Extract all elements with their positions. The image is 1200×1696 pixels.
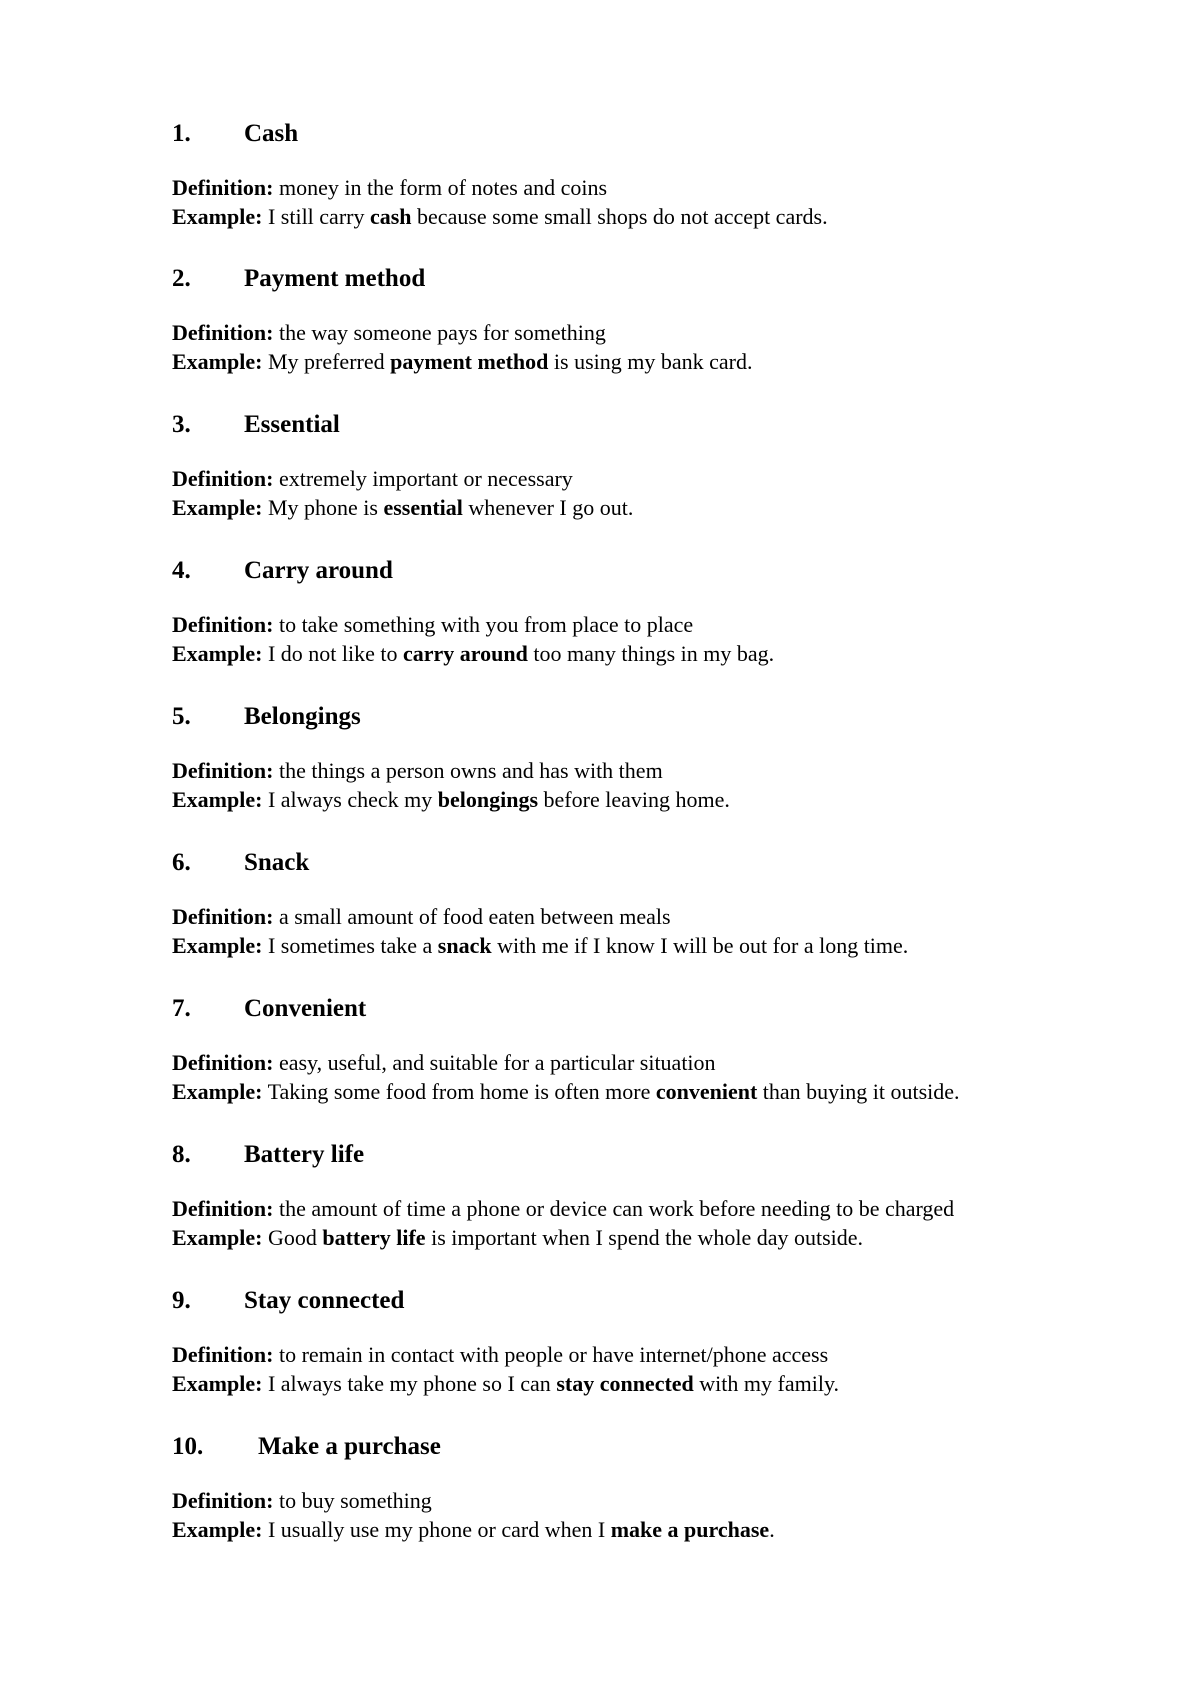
example-text-before: I always take my phone so I can <box>267 1371 557 1396</box>
example-text-after: with my family. <box>693 1371 840 1396</box>
definition-label: Definition: <box>172 175 274 200</box>
example-text-after: whenever I go out. <box>462 495 634 520</box>
example-text-after: . <box>769 1517 775 1542</box>
example-label: Example: <box>172 641 263 666</box>
example-label: Example: <box>172 1371 263 1396</box>
definition-line <box>172 1486 1132 1515</box>
definition-text: to buy something <box>278 1488 432 1513</box>
example-text-before: I always check my <box>267 787 438 812</box>
example-text-after: before leaving home. <box>538 787 730 812</box>
term-number: 10. <box>172 1433 204 1460</box>
vocab-entry-4 <box>172 554 1132 668</box>
example-line <box>172 493 1132 522</box>
example-label: Example: <box>172 349 263 374</box>
vocab-entry-2 <box>172 262 1132 376</box>
term-number: 2. <box>172 265 191 292</box>
definition-text: the amount of time a phone or device can work before needing to be charged <box>278 1196 955 1221</box>
term-word: Essential <box>244 411 340 438</box>
term-number: 9. <box>172 1287 191 1314</box>
vocab-entry-8 <box>172 1138 1132 1252</box>
example-keyword: belongings <box>437 787 539 812</box>
definition-text: a small amount of food eaten between meals <box>278 904 671 929</box>
definition-line <box>172 1194 1132 1223</box>
definition-label: Definition: <box>172 320 274 345</box>
definition-text: extremely important or necessary <box>278 466 573 491</box>
example-keyword: essential <box>383 495 463 520</box>
example-label: Example: <box>172 933 263 958</box>
term-number: 7. <box>172 995 191 1022</box>
example-keyword: stay connected <box>556 1371 694 1396</box>
example-line <box>172 639 1132 668</box>
example-text-before: I still carry <box>267 204 370 229</box>
term-word: Carry around <box>244 557 393 584</box>
term-heading <box>172 408 1132 442</box>
example-label: Example: <box>172 1517 263 1542</box>
definition-label: Definition: <box>172 1196 274 1221</box>
definition-line <box>172 610 1132 639</box>
example-keyword: make a purchase <box>610 1517 770 1542</box>
definition-text: to remain in contact with people or have internet/phone access <box>278 1342 829 1367</box>
vocab-entry-10 <box>172 1430 1132 1544</box>
example-label: Example: <box>172 1225 263 1250</box>
definition-label: Definition: <box>172 1050 274 1075</box>
term-heading <box>172 1430 1132 1464</box>
example-label: Example: <box>172 1079 263 1104</box>
term-heading <box>172 262 1132 296</box>
example-keyword: cash <box>369 204 412 229</box>
term-heading <box>172 1138 1132 1172</box>
definition-label: Definition: <box>172 1342 274 1367</box>
term-heading <box>172 992 1132 1026</box>
term-word: Make a purchase <box>258 1433 441 1460</box>
term-heading <box>172 554 1132 588</box>
vocab-entry-1 <box>172 117 1132 231</box>
term-heading <box>172 1284 1132 1318</box>
example-label: Example: <box>172 204 263 229</box>
vocab-entry-5 <box>172 700 1132 814</box>
example-text-before: Good <box>267 1225 323 1250</box>
example-text-after: is important when I spend the whole day outside. <box>425 1225 864 1250</box>
term-word: Belongings <box>244 703 361 730</box>
example-line <box>172 1077 1132 1106</box>
example-keyword: battery life <box>322 1225 426 1250</box>
example-keyword: payment method <box>390 349 549 374</box>
term-word: Snack <box>244 849 310 876</box>
definition-line <box>172 464 1132 493</box>
definition-line <box>172 902 1132 931</box>
definition-text: the things a person owns and has with them <box>278 758 663 783</box>
definition-line <box>172 1340 1132 1369</box>
example-text-after: too many things in my bag. <box>527 641 775 666</box>
definition-label: Definition: <box>172 904 274 929</box>
term-word: Stay connected <box>244 1287 405 1314</box>
example-text-before: My phone is <box>267 495 384 520</box>
term-number: 3. <box>172 411 191 438</box>
term-number: 5. <box>172 703 191 730</box>
example-text-after: is using my bank card. <box>548 349 753 374</box>
definition-text: the way someone pays for something <box>278 320 606 345</box>
example-line <box>172 1223 1132 1252</box>
example-text-before: I do not like to <box>267 641 403 666</box>
definition-label: Definition: <box>172 612 274 637</box>
example-text-before: I sometimes take a <box>267 933 438 958</box>
term-number: 6. <box>172 849 191 876</box>
example-line <box>172 202 1132 231</box>
definition-line <box>172 1048 1132 1077</box>
example-label: Example: <box>172 787 263 812</box>
example-text-before: I usually use my phone or card when I <box>267 1517 611 1542</box>
definition-text: to take something with you from place to place <box>278 612 694 637</box>
definition-label: Definition: <box>172 466 274 491</box>
definition-line <box>172 756 1132 785</box>
example-text-before: Taking some food from home is often more <box>267 1079 656 1104</box>
term-word: Battery life <box>244 1141 365 1168</box>
example-line <box>172 785 1132 814</box>
vocab-entry-9 <box>172 1284 1132 1398</box>
term-heading <box>172 700 1132 734</box>
example-text-after: than buying it outside. <box>757 1079 960 1104</box>
example-line <box>172 1515 1132 1544</box>
term-number: 8. <box>172 1141 191 1168</box>
definition-text: money in the form of notes and coins <box>278 175 608 200</box>
term-word: Payment method <box>244 265 426 292</box>
term-heading <box>172 117 1132 151</box>
term-number: 1. <box>172 120 191 147</box>
example-keyword: snack <box>437 933 492 958</box>
example-keyword: convenient <box>655 1079 758 1104</box>
term-heading <box>172 846 1132 880</box>
vocab-entry-3 <box>172 408 1132 522</box>
example-text-before: My preferred <box>267 349 391 374</box>
example-line <box>172 347 1132 376</box>
term-number: 4. <box>172 557 191 584</box>
example-label: Example: <box>172 495 263 520</box>
term-word: Cash <box>244 120 299 147</box>
definition-line <box>172 318 1132 347</box>
definition-text: easy, useful, and suitable for a particular situation <box>278 1050 716 1075</box>
definition-line <box>172 173 1132 202</box>
example-text-after: with me if I know I will be out for a long time. <box>491 933 909 958</box>
example-line <box>172 1369 1132 1398</box>
example-line <box>172 931 1132 960</box>
vocab-entry-6 <box>172 846 1132 960</box>
definition-label: Definition: <box>172 758 274 783</box>
definition-label: Definition: <box>172 1488 274 1513</box>
example-keyword: carry around <box>403 641 528 666</box>
term-word: Convenient <box>244 995 367 1022</box>
vocab-entry-7 <box>172 992 1132 1106</box>
example-text-after: because some small shops do not accept cards. <box>411 204 828 229</box>
